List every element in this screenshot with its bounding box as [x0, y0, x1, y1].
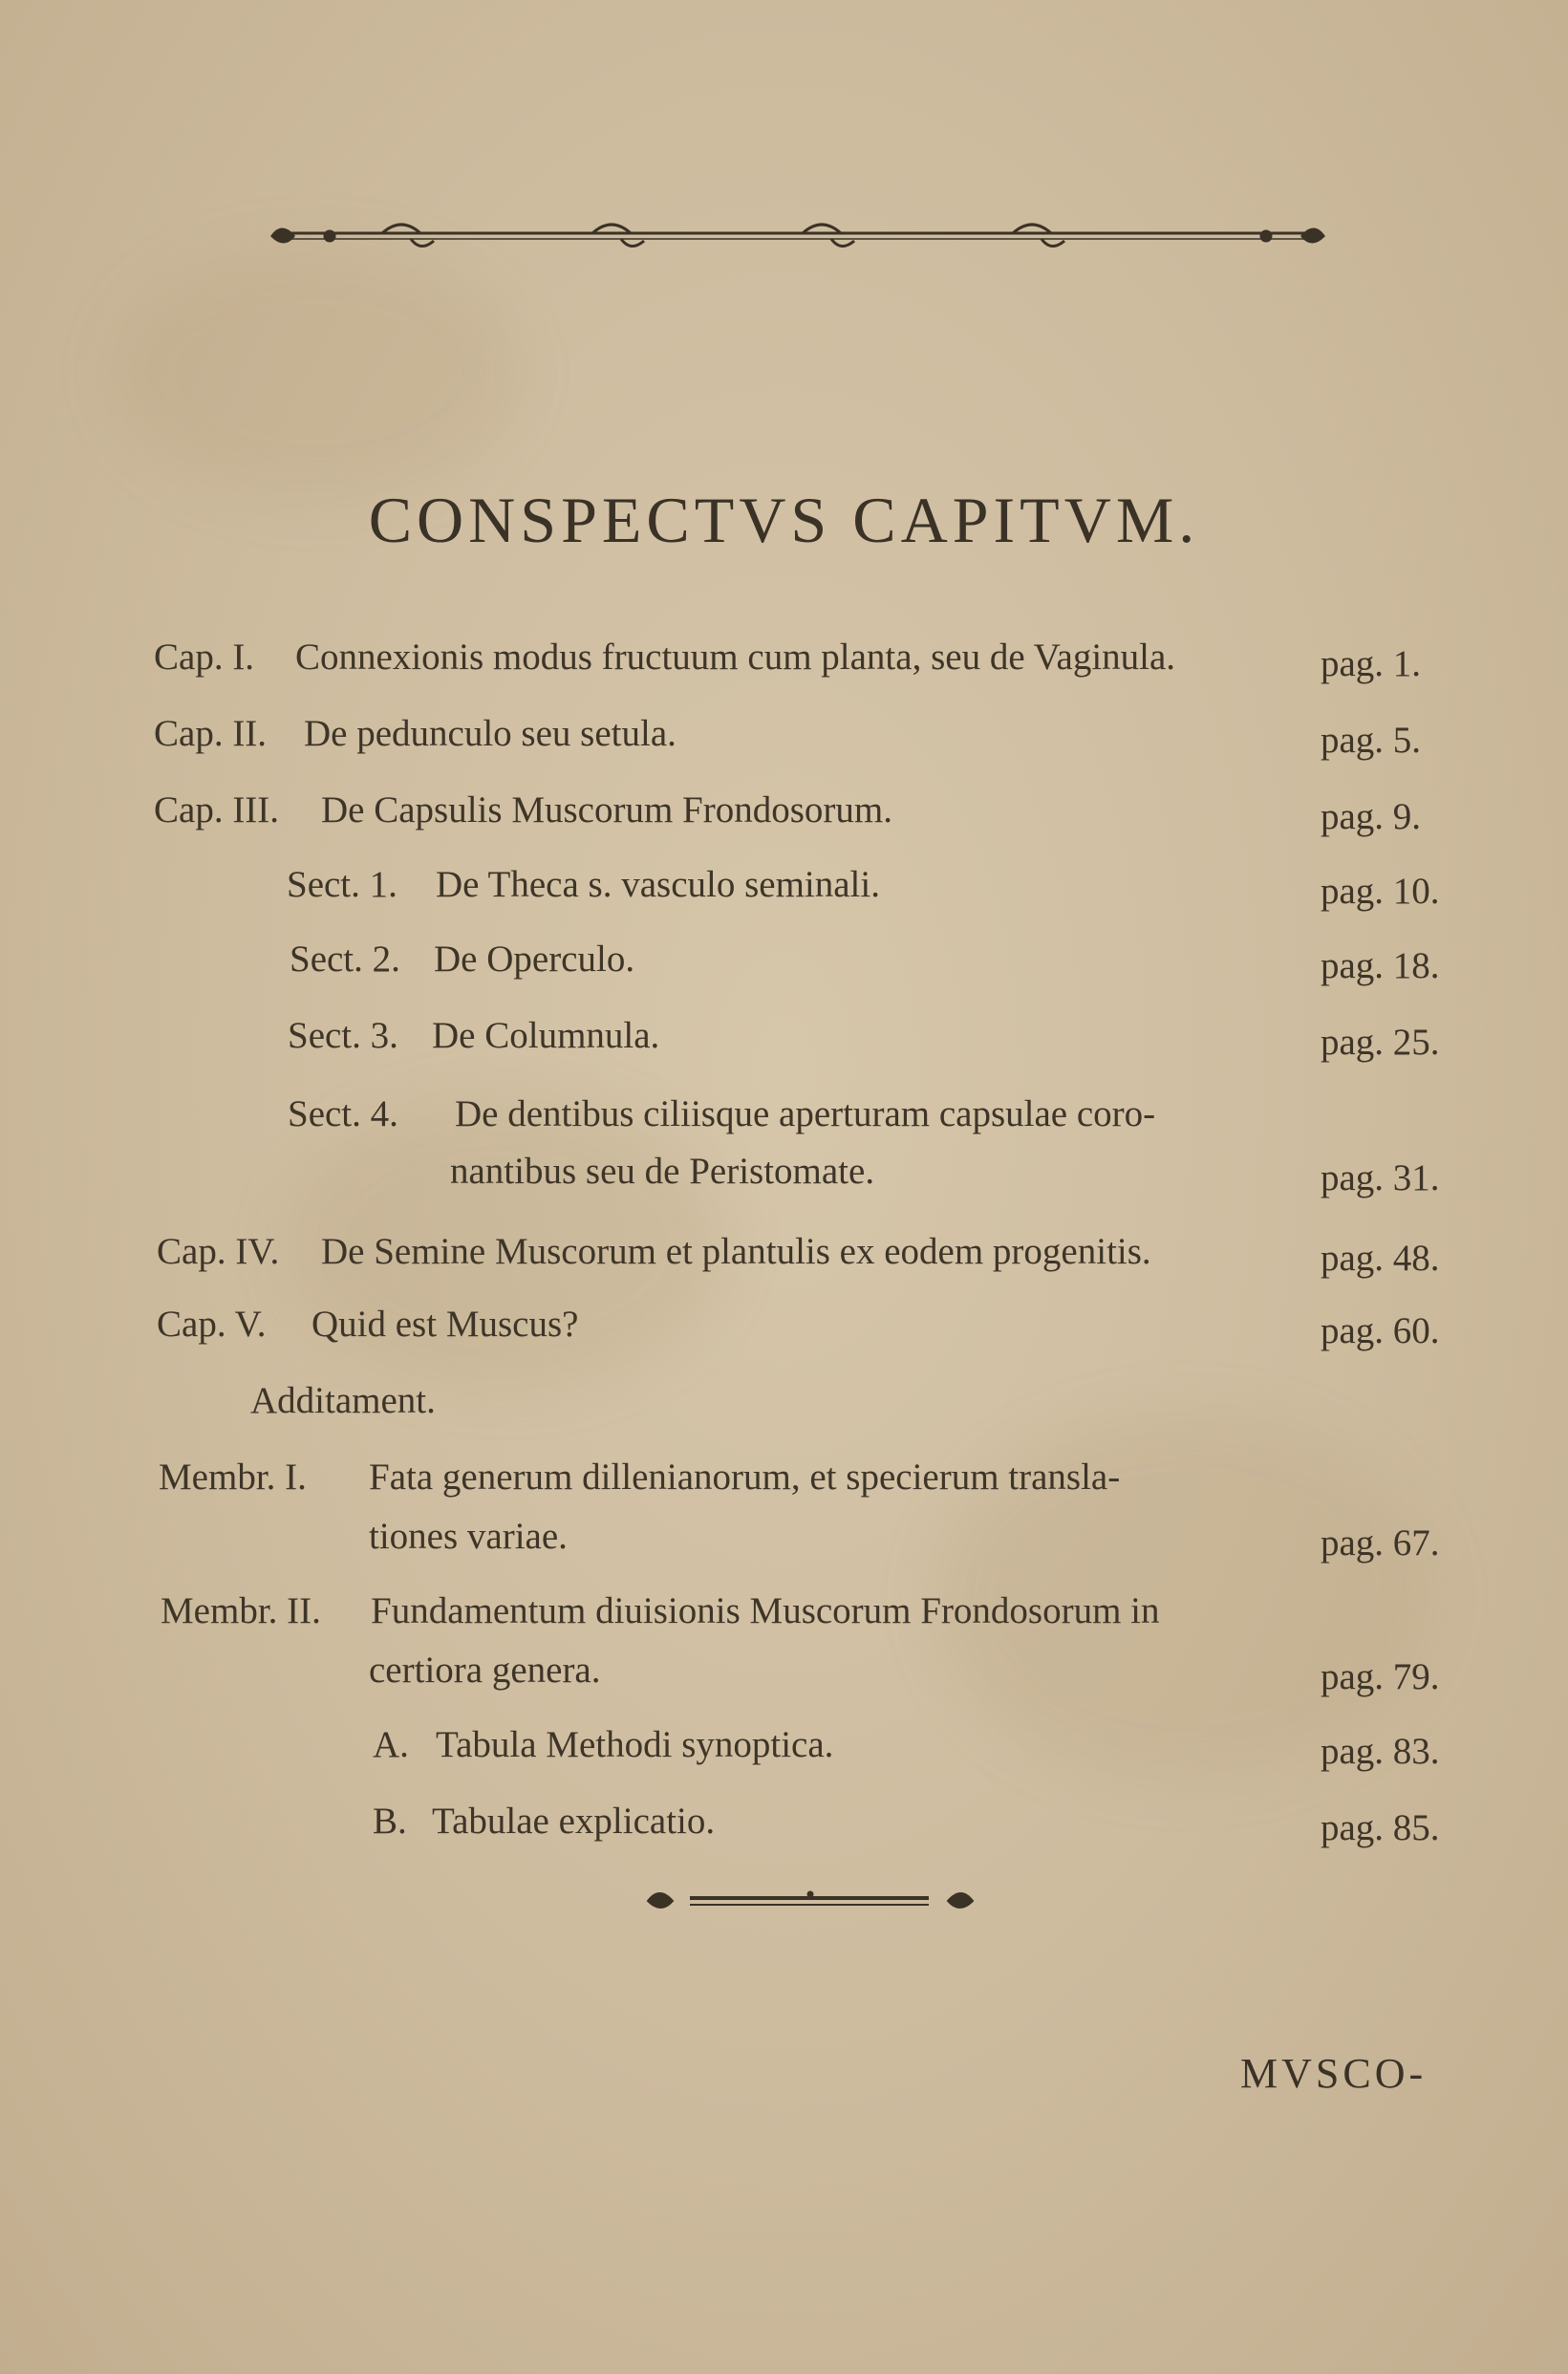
toc-entry-text: De Theca s. vasculo seminali. — [436, 864, 880, 905]
toc-entry-page: pag. 79. — [1321, 1656, 1440, 1697]
toc-entry-text: De pedunculo seu setula. — [304, 713, 677, 754]
toc-entry-label: A. — [373, 1724, 409, 1765]
toc-entry-page: pag. 1. — [1321, 643, 1422, 684]
toc-section-heading-text: Additament. — [250, 1380, 436, 1421]
toc-entry-text: De Columnula. — [432, 1015, 660, 1056]
toc-entry-label: Cap. IV. — [157, 1231, 280, 1272]
toc-entry-label: Membr. I. — [159, 1457, 307, 1498]
toc-entry-label: Cap. II. — [154, 713, 268, 754]
toc-entry-page: pag. 10. — [1321, 871, 1440, 912]
toc-entry-label: Membr. II. — [161, 1590, 321, 1631]
catchword: MVSCO- — [1240, 2050, 1428, 2097]
toc-entry-label: Cap. I. — [154, 637, 255, 678]
toc-entry-text: Quid est Muscus? — [311, 1304, 579, 1345]
toc-entry-text-continuation: certiora genera. — [369, 1650, 601, 1691]
toc-entry-text-continuation: tiones variae. — [369, 1516, 568, 1557]
toc-entry-text: Fata generum dillenianorum, et specierum transla- — [369, 1457, 1121, 1498]
toc-entry-text: De Capsulis Muscorum Frondosorum. — [321, 789, 892, 831]
toc-entry-label: Sect. 1. — [287, 864, 397, 905]
toc-entry-text: De dentibus ciliisque aperturam capsulae coro- — [455, 1093, 1156, 1134]
toc-entry-label: Sect. 2. — [290, 939, 400, 980]
top-ornament-border — [268, 212, 1328, 260]
toc-entry-label: Cap. V. — [157, 1304, 267, 1345]
toc-entry-page: pag. 9. — [1321, 796, 1422, 837]
toc-entry-page: pag. 18. — [1321, 945, 1440, 986]
toc-entry-text: Tabulae explicatio. — [432, 1801, 716, 1842]
toc-entry-text: De Operculo. — [434, 939, 635, 980]
toc-entry-page: pag. 60. — [1321, 1310, 1440, 1351]
toc-entry-text: Tabula Methodi synoptica. — [436, 1724, 834, 1765]
toc-entry-page: pag. 48. — [1321, 1238, 1440, 1279]
toc-entry-page: pag. 83. — [1321, 1731, 1440, 1772]
toc-entry-label: Sect. 3. — [288, 1015, 398, 1056]
bottom-ornament-rule — [642, 1885, 978, 1917]
toc-entry-label: Cap. III. — [154, 789, 280, 831]
toc-entry-label: Sect. 4. — [288, 1093, 398, 1134]
toc-entry-text: De Semine Muscorum et plantulis ex eodem progenitis. — [321, 1231, 1151, 1272]
toc-entry-page: pag. 25. — [1321, 1022, 1440, 1063]
toc-entry-page: pag. 85. — [1321, 1807, 1440, 1848]
toc-entry-label: B. — [373, 1801, 407, 1842]
toc-entry-page: pag. 67. — [1321, 1522, 1440, 1564]
toc-entry-text-continuation: nantibus seu de Peristomate. — [450, 1151, 875, 1192]
toc-entry-page: pag. 5. — [1321, 720, 1422, 761]
page-title: CONSPECTVS CAPITVM. — [368, 484, 1200, 556]
toc-entry-page: pag. 31. — [1321, 1157, 1440, 1198]
toc-entry-text: Fundamentum diuisionis Muscorum Frondosorum in — [371, 1590, 1160, 1631]
toc-entry-text: Connexionis modus fructuum cum planta, seu de Vaginula. — [295, 637, 1176, 678]
